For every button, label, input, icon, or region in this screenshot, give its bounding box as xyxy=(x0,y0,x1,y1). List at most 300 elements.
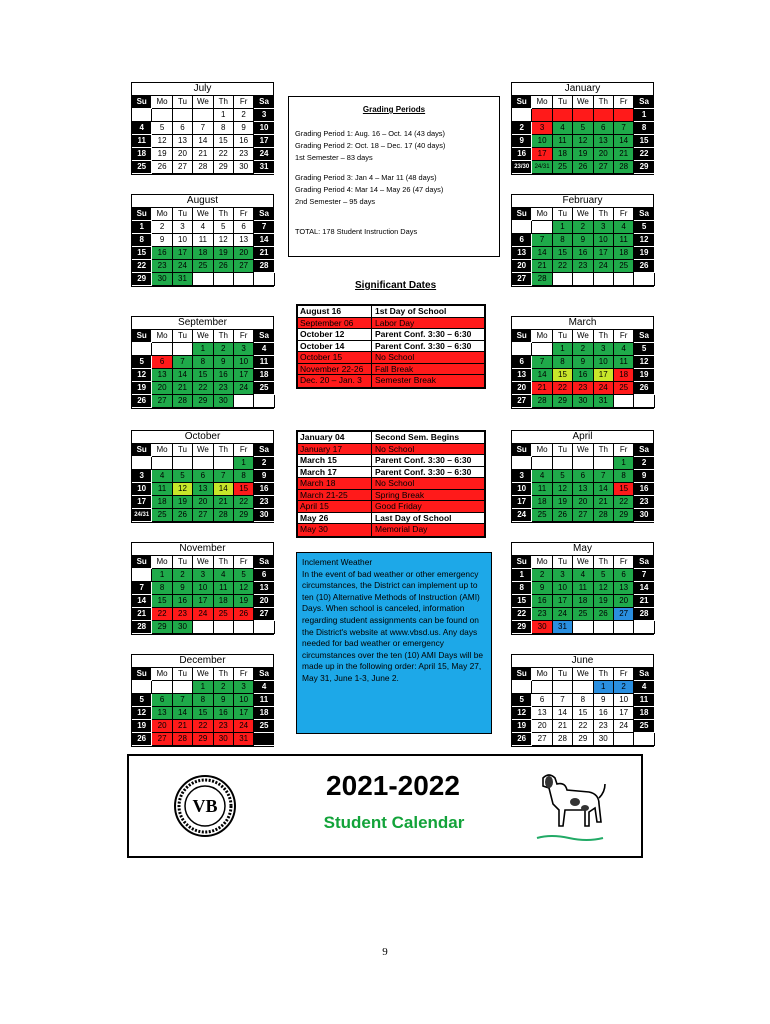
calendar-day: 14 xyxy=(553,707,573,720)
page-number: 9 xyxy=(382,946,388,958)
calendar-day: 6 xyxy=(193,470,213,483)
calendar-day: 29 xyxy=(214,161,234,174)
significant-date-row xyxy=(298,455,484,467)
significant-date: January 17 xyxy=(298,444,372,455)
calendar-day: 18 xyxy=(152,496,172,509)
calendar-day: 7 xyxy=(634,569,654,582)
calendar-day xyxy=(132,681,152,694)
calendar-day: 11 xyxy=(553,135,573,148)
calendar-day: 9 xyxy=(573,234,593,247)
calendar-day: 5 xyxy=(634,343,654,356)
calendar-day: 23 xyxy=(634,496,654,509)
calendar-month-title: February xyxy=(511,194,654,207)
calendar-day: 23 xyxy=(532,608,552,621)
weekday-header: Sa xyxy=(634,96,654,109)
calendar-day: 25 xyxy=(614,382,634,395)
weekday-header: Fr xyxy=(234,96,254,109)
calendar-day xyxy=(594,109,614,122)
calendar-day: 4 xyxy=(214,569,234,582)
calendar-day: 19 xyxy=(594,595,614,608)
weekday-header: Su xyxy=(512,556,532,569)
calendar-day: 6 xyxy=(152,694,172,707)
calendar-day: 28 xyxy=(634,608,654,621)
calendar-day: 25 xyxy=(214,608,234,621)
calendar-day: 22 xyxy=(193,720,213,733)
calendar-day xyxy=(634,733,654,746)
weekday-header: Fr xyxy=(614,668,634,681)
calendar-day: 17 xyxy=(193,595,213,608)
calendar-month-title: January xyxy=(511,82,654,95)
significant-date-row xyxy=(298,329,484,341)
calendar-day: 11 xyxy=(614,234,634,247)
weekday-header: Su xyxy=(132,556,152,569)
calendar-day: 2 xyxy=(532,569,552,582)
calendar-month-title: September xyxy=(131,316,274,329)
calendar-day: 22 xyxy=(234,496,254,509)
significant-date: October 15 xyxy=(298,352,372,363)
calendar-grid xyxy=(131,207,274,287)
calendar-day: 23 xyxy=(214,720,234,733)
district-seal-icon xyxy=(173,774,237,838)
calendar-day: 20 xyxy=(512,260,532,273)
calendar-day: 17 xyxy=(512,496,532,509)
calendar-day: 14 xyxy=(173,369,193,382)
calendar-day: 27 xyxy=(254,608,274,621)
calendar-day: 17 xyxy=(132,496,152,509)
calendar-day: 7 xyxy=(254,221,274,234)
weekday-header: We xyxy=(193,668,213,681)
calendar-day: 23/30 xyxy=(512,161,532,174)
calendar-day: 8 xyxy=(634,122,654,135)
weekday-header: Su xyxy=(132,330,152,343)
calendar-day: 11 xyxy=(152,483,172,496)
calendar-day: 28 xyxy=(614,161,634,174)
calendar-day: 23 xyxy=(152,260,172,273)
calendar-day: 18 xyxy=(254,707,274,720)
calendar-nov xyxy=(131,542,274,635)
weekday-header: Mo xyxy=(532,96,552,109)
calendar-day xyxy=(173,681,193,694)
calendar-day xyxy=(234,621,254,634)
calendar-day: 3 xyxy=(594,221,614,234)
calendar-day: 22 xyxy=(132,260,152,273)
calendar-day: 29 xyxy=(634,161,654,174)
calendar-month-title: April xyxy=(511,430,654,443)
calendar-day: 23 xyxy=(254,496,274,509)
calendar-day: 11 xyxy=(193,234,213,247)
calendar-day: 29 xyxy=(152,621,172,634)
weekday-header: Mo xyxy=(152,668,172,681)
weekday-header: Th xyxy=(594,96,614,109)
calendar-day: 4 xyxy=(553,122,573,135)
weekday-header: We xyxy=(193,208,213,221)
calendar-day: 20 xyxy=(532,720,552,733)
calendar-day: 3 xyxy=(532,122,552,135)
calendar-grid xyxy=(511,667,654,747)
calendar-day: 24 xyxy=(553,608,573,621)
weekday-header: Sa xyxy=(254,668,274,681)
calendar-day: 10 xyxy=(132,483,152,496)
calendar-day: 28 xyxy=(193,161,213,174)
calendar-day: 23 xyxy=(573,382,593,395)
significant-date-row xyxy=(298,432,484,444)
calendar-day: 20 xyxy=(152,720,172,733)
significant-event: Labor Day xyxy=(375,317,415,328)
calendar-month-title: November xyxy=(131,542,274,555)
calendar-day: 24 xyxy=(254,148,274,161)
significant-date: October 12 xyxy=(298,329,372,340)
calendar-day: 16 xyxy=(152,247,172,260)
weekday-header: We xyxy=(193,444,213,457)
grading-period-4: Grading Period 4: Mar 14 – May 26 (47 days) xyxy=(295,185,444,194)
calendar-dec xyxy=(131,654,274,747)
calendar-day: 7 xyxy=(193,122,213,135)
calendar-day: 4 xyxy=(254,681,274,694)
calendar-day: 28 xyxy=(254,260,274,273)
calendar-day xyxy=(214,621,234,634)
weekday-header: Th xyxy=(214,208,234,221)
calendar-day: 10 xyxy=(594,234,614,247)
calendar-day xyxy=(573,681,593,694)
calendar-day: 8 xyxy=(132,234,152,247)
calendar-day: 30 xyxy=(214,733,234,746)
calendar-day: 13 xyxy=(152,369,172,382)
calendar-day: 27 xyxy=(193,509,213,522)
calendar-day: 24 xyxy=(193,608,213,621)
school-year: 2021-2022 xyxy=(326,770,460,801)
significant-date-row xyxy=(298,513,484,525)
calendar-day: 20 xyxy=(594,148,614,161)
calendar-day: 27 xyxy=(594,161,614,174)
calendar-day: 23 xyxy=(173,608,193,621)
calendar-day: 22 xyxy=(152,608,172,621)
calendar-day: 30 xyxy=(634,509,654,522)
calendar-day: 10 xyxy=(254,122,274,135)
calendar-day: 28 xyxy=(532,273,552,286)
calendar-day: 27 xyxy=(152,733,172,746)
calendar-day: 6 xyxy=(234,221,254,234)
significant-date-row xyxy=(298,341,484,353)
weekday-header: We xyxy=(573,96,593,109)
calendar-day: 10 xyxy=(532,135,552,148)
calendar-day: 22 xyxy=(614,496,634,509)
calendar-day: 26 xyxy=(512,733,532,746)
calendar-day: 15 xyxy=(193,707,213,720)
calendar-day: 1 xyxy=(594,681,614,694)
weekday-header: Su xyxy=(512,96,532,109)
calendar-day: 16 xyxy=(512,148,532,161)
calendar-day: 26 xyxy=(234,608,254,621)
calendar-day: 13 xyxy=(234,234,254,247)
calendar-day: 29 xyxy=(193,395,213,408)
calendar-aug xyxy=(131,194,274,287)
calendar-day: 30 xyxy=(234,161,254,174)
calendar-day xyxy=(594,273,614,286)
weekday-header: Tu xyxy=(173,96,193,109)
calendar-day: 16 xyxy=(634,483,654,496)
calendar-day: 21 xyxy=(532,382,552,395)
calendar-day: 26 xyxy=(132,395,152,408)
weekday-header: Su xyxy=(132,444,152,457)
calendar-mar xyxy=(511,316,654,409)
calendar-day xyxy=(214,273,234,286)
calendar-day: 30 xyxy=(214,395,234,408)
calendar-day: 2 xyxy=(173,569,193,582)
calendar-day: 13 xyxy=(173,135,193,148)
calendar-day: 15 xyxy=(573,707,593,720)
calendar-day: 6 xyxy=(512,356,532,369)
calendar-day: 25 xyxy=(152,509,172,522)
calendar-day: 18 xyxy=(132,148,152,161)
calendar-day: 16 xyxy=(214,707,234,720)
calendar-day: 16 xyxy=(573,247,593,260)
calendar-day: 27 xyxy=(573,509,593,522)
calendar-day: 28 xyxy=(173,395,193,408)
weekday-header: Tu xyxy=(553,96,573,109)
calendar-day: 10 xyxy=(234,694,254,707)
calendar-day: 16 xyxy=(532,595,552,608)
significant-date: March 15 xyxy=(298,455,372,466)
calendar-day xyxy=(614,109,634,122)
calendar-day: 21 xyxy=(553,720,573,733)
calendar-day: 21 xyxy=(173,720,193,733)
calendar-day: 19 xyxy=(132,382,152,395)
significant-dates-table-fall xyxy=(296,304,486,389)
calendar-day: 5 xyxy=(152,122,172,135)
calendar-day: 28 xyxy=(132,621,152,634)
calendar-day: 2 xyxy=(234,109,254,122)
calendar-day: 9 xyxy=(254,470,274,483)
calendar-day: 16 xyxy=(573,369,593,382)
significant-date-row xyxy=(298,444,484,456)
calendar-day: 11 xyxy=(573,582,593,595)
weather-title: Inclement Weather xyxy=(302,557,373,567)
calendar-day: 25 xyxy=(532,509,552,522)
weekday-header: We xyxy=(573,444,593,457)
calendar-day: 12 xyxy=(512,707,532,720)
weekday-header: Tu xyxy=(553,444,573,457)
weekday-header: Th xyxy=(594,330,614,343)
calendar-day: 1 xyxy=(193,681,213,694)
calendar-day: 10 xyxy=(173,234,193,247)
calendar-day xyxy=(173,343,193,356)
significant-date-row xyxy=(298,364,484,376)
calendar-day: 12 xyxy=(132,707,152,720)
calendar-day: 2 xyxy=(634,457,654,470)
calendar-day: 26 xyxy=(152,161,172,174)
significant-event: Parent Conf. 3:30 – 6:30 xyxy=(375,455,472,465)
calendar-day xyxy=(532,457,552,470)
significant-date: August 16 xyxy=(298,306,372,317)
significant-event: Parent Conf. 3:30 – 6:30 xyxy=(375,466,472,477)
calendar-day xyxy=(173,457,193,470)
calendar-day: 3 xyxy=(254,109,274,122)
calendar-day: 20 xyxy=(234,247,254,260)
semester-2: 2nd Semester – 95 days xyxy=(295,197,376,206)
calendar-day xyxy=(234,395,254,408)
calendar-day: 1 xyxy=(193,343,213,356)
calendar-day: 7 xyxy=(214,470,234,483)
calendar-day: 19 xyxy=(634,369,654,382)
calendar-day xyxy=(132,569,152,582)
significant-date-row xyxy=(298,306,484,318)
significant-date-row xyxy=(298,478,484,490)
weekday-header: We xyxy=(193,330,213,343)
weekday-header: Sa xyxy=(254,444,274,457)
weekday-header: Mo xyxy=(152,208,172,221)
weekday-header: Th xyxy=(594,208,614,221)
calendar-day: 20 xyxy=(614,595,634,608)
calendar-day: 5 xyxy=(214,221,234,234)
grading-periods-box xyxy=(288,96,500,257)
calendar-day: 14 xyxy=(214,483,234,496)
significant-date-row xyxy=(298,524,484,536)
calendar-day: 2 xyxy=(214,681,234,694)
calendar-day xyxy=(594,457,614,470)
calendar-day: 2 xyxy=(573,343,593,356)
weekday-header: Sa xyxy=(634,444,654,457)
calendar-day: 10 xyxy=(512,483,532,496)
calendar-day xyxy=(132,457,152,470)
calendar-day: 19 xyxy=(553,496,573,509)
calendar-day: 4 xyxy=(634,681,654,694)
calendar-day: 30 xyxy=(173,621,193,634)
calendar-day: 8 xyxy=(152,582,172,595)
calendar-day: 8 xyxy=(193,694,213,707)
calendar-day: 14 xyxy=(193,135,213,148)
significant-dates-table-spring xyxy=(296,430,486,538)
calendar-day: 30 xyxy=(254,509,274,522)
significant-dates-title: Significant Dates xyxy=(355,280,437,291)
calendar-day: 26 xyxy=(573,161,593,174)
weekday-header: Sa xyxy=(254,208,274,221)
weekday-header: Mo xyxy=(532,444,552,457)
calendar-day: 12 xyxy=(634,356,654,369)
calendar-day: 6 xyxy=(594,122,614,135)
calendar-day: 27 xyxy=(614,608,634,621)
calendar-day: 16 xyxy=(234,135,254,148)
significant-event: Second Sem. Begins xyxy=(375,432,460,442)
calendar-day: 30 xyxy=(594,733,614,746)
calendar-day: 9 xyxy=(173,582,193,595)
calendar-day: 13 xyxy=(193,483,213,496)
calendar-day: 9 xyxy=(532,582,552,595)
significant-date: January 04 xyxy=(298,432,372,443)
calendar-day: 4 xyxy=(254,343,274,356)
weekday-header: We xyxy=(573,668,593,681)
calendar-grid xyxy=(511,329,654,409)
calendar-day: 18 xyxy=(214,595,234,608)
calendar-day: 7 xyxy=(553,694,573,707)
significant-date-row xyxy=(298,490,484,502)
weekday-header: Sa xyxy=(254,96,274,109)
calendar-jun xyxy=(511,654,654,747)
calendar-day: 18 xyxy=(193,247,213,260)
calendar-day: 10 xyxy=(614,694,634,707)
significant-date: April 15 xyxy=(298,501,372,512)
significant-event: Spring Break xyxy=(375,489,425,500)
weekday-header: Th xyxy=(594,556,614,569)
calendar-day: 11 xyxy=(214,582,234,595)
calendar-day: 21 xyxy=(594,496,614,509)
significant-event: No School xyxy=(375,443,415,454)
weekday-header: Fr xyxy=(234,444,254,457)
calendar-day: 8 xyxy=(234,470,254,483)
weekday-header: Su xyxy=(132,668,152,681)
calendar-day: 14 xyxy=(634,582,654,595)
calendar-day: 20 xyxy=(193,496,213,509)
weekday-header: Sa xyxy=(254,556,274,569)
calendar-day: 5 xyxy=(132,694,152,707)
calendar-day: 30 xyxy=(152,273,172,286)
weekday-header: Fr xyxy=(234,668,254,681)
calendar-day: 18 xyxy=(614,369,634,382)
calendar-day: 17 xyxy=(234,707,254,720)
weekday-header: We xyxy=(193,556,213,569)
calendar-day: 1 xyxy=(132,221,152,234)
calendar-day: 19 xyxy=(132,720,152,733)
weekday-header: Su xyxy=(512,444,532,457)
significant-date-row xyxy=(298,501,484,513)
calendar-day: 12 xyxy=(553,483,573,496)
calendar-grid xyxy=(511,95,654,175)
calendar-day: 31 xyxy=(173,273,193,286)
calendar-day xyxy=(532,109,552,122)
calendar-day: 23 xyxy=(234,148,254,161)
significant-date: March 18 xyxy=(298,478,372,489)
significant-date: May 30 xyxy=(298,524,372,536)
calendar-day xyxy=(512,343,532,356)
calendar-day: 15 xyxy=(193,369,213,382)
calendar-day: 29 xyxy=(553,395,573,408)
weekday-header: Tu xyxy=(173,330,193,343)
calendar-day: 31 xyxy=(234,733,254,746)
significant-date-row xyxy=(298,375,484,387)
significant-date: Dec. 20 – Jan. 3 xyxy=(298,375,372,387)
calendar-day: 31 xyxy=(594,395,614,408)
calendar-day: 22 xyxy=(193,382,213,395)
calendar-day: 13 xyxy=(254,582,274,595)
calendar-day: 29 xyxy=(614,509,634,522)
calendar-day: 2 xyxy=(512,122,532,135)
significant-event: Good Friday xyxy=(375,501,422,511)
significant-event: Semester Break xyxy=(375,375,436,385)
weekday-header: Sa xyxy=(254,330,274,343)
weekday-header: Fr xyxy=(234,208,254,221)
calendar-day: 12 xyxy=(234,582,254,595)
calendar-day: 4 xyxy=(573,569,593,582)
calendar-day: 16 xyxy=(214,369,234,382)
calendar-day: 18 xyxy=(573,595,593,608)
calendar-day xyxy=(573,273,593,286)
calendar-day: 24 xyxy=(173,260,193,273)
calendar-day: 6 xyxy=(152,356,172,369)
calendar-day: 17 xyxy=(553,595,573,608)
calendar-day: 20 xyxy=(512,382,532,395)
weekday-header: Fr xyxy=(614,330,634,343)
significant-date: March 21-25 xyxy=(298,490,372,501)
calendar-day: 19 xyxy=(573,148,593,161)
weekday-header: Tu xyxy=(553,556,573,569)
calendar-day: 3 xyxy=(193,569,213,582)
calendar-day: 17 xyxy=(594,369,614,382)
calendar-day: 2 xyxy=(614,681,634,694)
calendar-day: 3 xyxy=(234,681,254,694)
weekday-header: Su xyxy=(512,668,532,681)
calendar-apr xyxy=(511,430,654,523)
calendar-day xyxy=(152,457,172,470)
weekday-header: Fr xyxy=(234,556,254,569)
